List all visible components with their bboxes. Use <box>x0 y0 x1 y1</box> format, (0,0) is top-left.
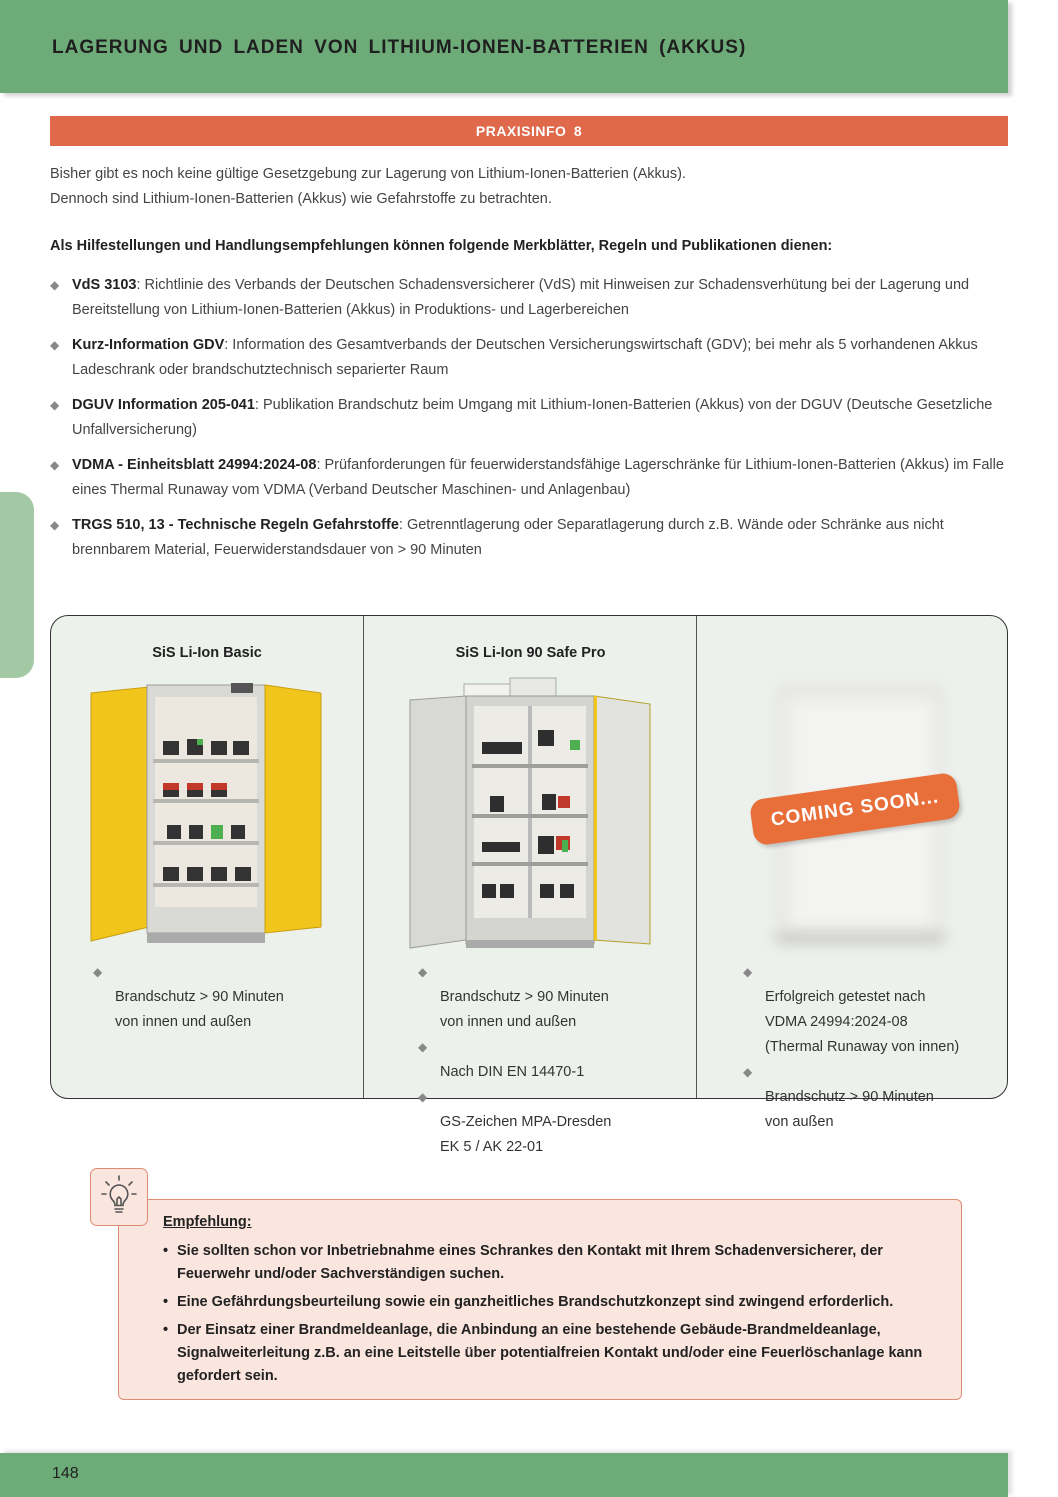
bullet-icon: • <box>163 1294 169 1310</box>
lightbulb-icon-box <box>90 1168 148 1226</box>
page-number: 148 <box>52 1465 79 1482</box>
reference-item <box>50 453 1008 503</box>
product-features <box>743 960 959 1135</box>
product-feature <box>743 1060 959 1135</box>
feature-text: Brandschutz > 90 Minuten von innen und außen <box>115 989 284 1030</box>
diamond-bullet-icon: ◆ <box>418 1090 428 1104</box>
reference-text: : Prüfanforderungen für feuerwiderstandsfähige Lagerschränke für Lithium-Ionen-Batterien (Akkus) im Falle eines Thermal Runaway vom VDMA (Verband Deutscher Maschinen- und Anlagenbau) <box>72 457 1004 498</box>
product-name: SiS Li-Ion Basic <box>152 645 262 661</box>
diamond-bullet-icon: ◆ <box>743 965 753 979</box>
product-column-basic <box>51 616 363 1098</box>
feature-text: Nach DIN EN 14470-1 <box>440 1064 585 1080</box>
recommendation-item <box>163 1291 943 1314</box>
coming-soon-label: COMING SOON... <box>769 786 941 831</box>
product-feature <box>418 960 611 1035</box>
bullet-icon: • <box>163 1322 169 1338</box>
recommendation-text: Sie sollten schon vor Inbetriebnahme eines Schrankes den Kontakt mit Ihrem Schadenversicherer, der Feuerwehr und/oder Sachverständigen suchen. <box>177 1243 883 1282</box>
feature-text: Brandschutz > 90 Minuten von innen und außen <box>440 989 609 1030</box>
diamond-bullet-icon: ◆ <box>50 518 60 532</box>
diamond-bullet-icon: ◆ <box>743 1065 753 1079</box>
recommendation-text: Der Einsatz einer Brandmeldeanlage, die Anbindung an eine bestehende Gebäude-Brandmeldeanlage, Signalweiterleitung z.B. an eine Leitstelle über potentialfreien Kontakt und/oder eine Feuerlöschanlage kann gefordert sein. <box>177 1322 923 1384</box>
references-heading: Als Hilfestellungen und Handlungsempfehlungen können folgende Merkblätter, Regeln und Publikationen dienen: <box>50 238 833 254</box>
reference-name: DGUV Information 205-041 <box>72 397 255 413</box>
reference-item <box>50 513 1008 563</box>
product-feature <box>418 1085 611 1160</box>
recommendation-box <box>118 1199 962 1400</box>
diamond-bullet-icon: ◆ <box>418 965 428 979</box>
grey-cabinet-image <box>410 676 654 954</box>
reference-item <box>50 393 1008 443</box>
recommendation-item <box>163 1319 943 1388</box>
diamond-bullet-icon: ◆ <box>418 1040 428 1054</box>
reference-text: : Publikation Brandschutz beim Umgang mit Lithium-Ionen-Batterien (Akkus) von der DGUV (Deutsche Gesetzliche Unfallversicherung) <box>72 397 993 438</box>
feature-text: Erfolgreich getestet nach VDMA 24994:2024-08 (Thermal Runaway von innen) <box>765 989 960 1055</box>
recommendation-heading: Empfehlung: <box>163 1214 252 1230</box>
chapter-side-tab <box>0 492 34 678</box>
product-column-safe-pro <box>363 616 697 1155</box>
page-footer <box>0 1453 1008 1497</box>
product-feature <box>93 960 284 1035</box>
diamond-bullet-icon: ◆ <box>50 338 60 352</box>
feature-text: GS-Zeichen MPA-Dresden EK 5 / AK 22-01 <box>440 1114 612 1155</box>
recommendation-list <box>163 1240 943 1393</box>
diamond-bullet-icon: ◆ <box>50 278 60 292</box>
intro-line: Bisher gibt es noch keine gültige Gesetzgebung zur Lagerung von Lithium-Ionen-Batterien (Akkus). <box>50 166 686 182</box>
reference-name: Kurz-Information GDV <box>72 337 225 353</box>
reference-name: VdS 3103 <box>72 277 137 293</box>
diamond-bullet-icon: ◆ <box>50 458 60 472</box>
product-features <box>93 960 284 1035</box>
intro-text <box>50 162 1010 212</box>
diamond-bullet-icon: ◆ <box>93 965 103 979</box>
reference-item <box>50 273 1008 323</box>
product-column-coming-soon <box>696 616 1008 1130</box>
product-feature <box>418 1035 611 1085</box>
lightbulb-icon <box>91 1169 147 1225</box>
recommendation-item <box>163 1240 943 1286</box>
page-title: LAGERUNG UND LADEN VON LITHIUM-IONEN-BATTERIEN (AKKUS) <box>52 37 747 58</box>
praxisinfo-bar: PRAXISINFO 8 <box>50 116 1008 146</box>
intro-line: Dennoch sind Lithium-Ionen-Batterien (Akkus) wie Gefahrstoffe zu betrachten. <box>50 191 552 207</box>
bullet-icon: • <box>163 1243 169 1259</box>
references-list <box>50 273 1008 573</box>
yellow-cabinet-image <box>91 679 323 947</box>
page-header <box>0 0 1008 93</box>
product-features <box>418 960 611 1160</box>
reference-text: : Getrenntlagerung oder Separatlagerung durch z.B. Wände oder Schränke aus nicht brennbarem Material, Feuerwiderstandsdauer von > 90 Minuten <box>72 517 944 558</box>
reference-text: : Richtlinie des Verbands der Deutschen Schadensversicherer (VdS) mit Hinweisen zur Schadensverhütung bei der Lagerung und Bereitstellung von Lithium-Ionen-Batterien (Akkus) in Produktions- und Lagerbereichen <box>72 277 970 318</box>
reference-name: VDMA - Einheitsblatt 24994:2024-08 <box>72 457 317 473</box>
recommendation-text: Eine Gefährdungsbeurteilung sowie ein ganzheitliches Brandschutzkonzept sind zwingend erforderlich. <box>177 1294 894 1310</box>
product-name: SiS Li-Ion 90 Safe Pro <box>455 645 606 661</box>
reference-name: TRGS 510, 13 - Technische Regeln Gefahrstoffe <box>72 517 399 533</box>
feature-text: Brandschutz > 90 Minuten von außen <box>765 1089 934 1130</box>
product-feature <box>743 960 959 1060</box>
reference-text: : Information des Gesamtverbands der Deutschen Versicherungswirtschaft (GDV); bei mehr als 5 vorhandenen Akkus Ladeschrank oder brandschutztechnisch separierter Raum <box>72 337 978 378</box>
product-comparison-panel <box>50 615 1008 1155</box>
diamond-bullet-icon: ◆ <box>50 398 60 412</box>
reference-item <box>50 333 1008 383</box>
